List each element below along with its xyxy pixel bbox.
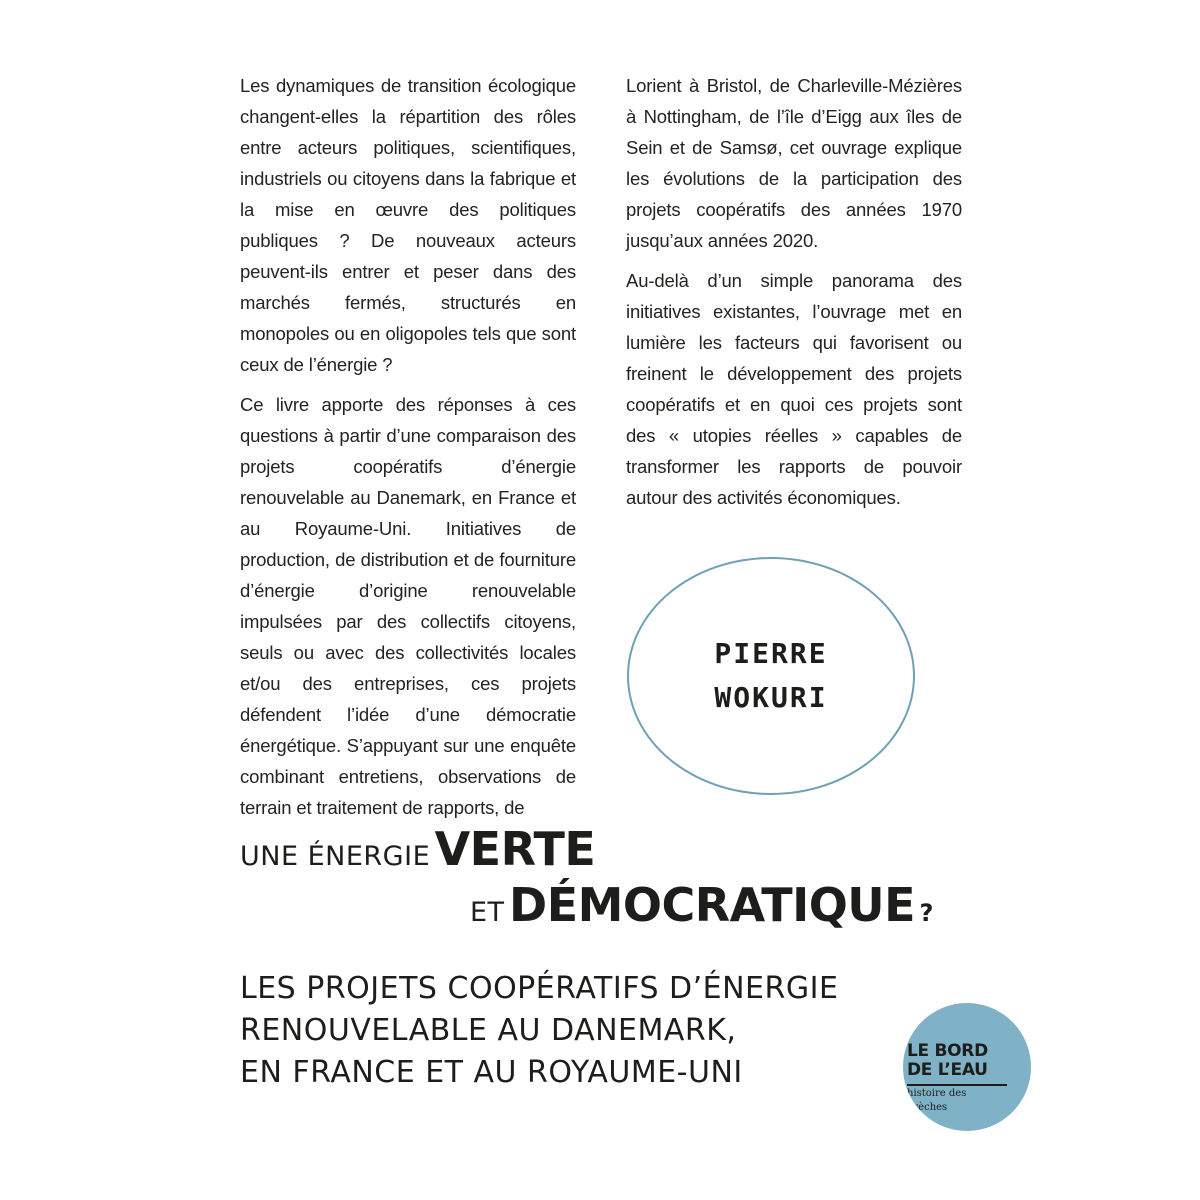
author-last-name: WOKURI — [714, 681, 828, 714]
book-title-line-2 — [470, 878, 934, 932]
publisher-name-line: DE L’EAU — [907, 1060, 988, 1080]
title-small-text: UNE ÉNERGIE — [240, 841, 431, 872]
subtitle-line: RENOUVELABLE AU DANEMARK, — [240, 1013, 737, 1048]
summary-right-column — [626, 70, 962, 522]
subtitle-line: EN FRANCE ET AU ROYAUME-UNI — [240, 1055, 743, 1090]
publisher-collection: histoire des brèches — [907, 1088, 967, 1113]
title-big-text: DÉMOCRATIQUE — [509, 878, 916, 932]
summary-paragraph: Les dynamiques de transition écologique changent-elles la répartition des rôles entre acteurs politiques, scientifiques, industriels ou citoyens dans la fabrique et la mise en œuvre des politiques publiques ? De nouveaux acteurs peuvent-ils entrer et peser dans des marchés fermés, structurés en monopoles ou en oligopoles tels que sont ceux de l’énergie ? — [240, 75, 576, 375]
publisher-name-line: LE BORD — [907, 1041, 988, 1061]
subtitle-line: LES PROJETS COOPÉRATIFS D’ÉNERGIE — [240, 971, 839, 1006]
book-title-line-1 — [240, 822, 596, 876]
book-subtitle — [240, 968, 960, 1094]
summary-paragraph: Au-delà d’un simple panorama des initiatives existantes, l’ouvrage met en lumière les facteurs qui favorisent ou freinent le développement des projets coopératifs et en quoi ces projets sont des « utopies réelles » capables de transformer les rapports de pouvoir autour des activités économiques. — [626, 270, 962, 508]
title-question-mark: ? — [919, 899, 934, 927]
summary-left-column — [240, 70, 576, 832]
summary-paragraph: Ce livre apporte des réponses à ces questions à partir d’une comparaison des projets coopératifs d’énergie renouvelable au Danemark, en France et au Royaume-Uni. Initiatives de production, de distribution et de fourniture d’énergie d’origine renouvelable impulsées par des collectifs citoyens, seuls ou avec des collectivités locales et/ou des entreprises, ces projets défendent l’idée d’une démocratie énergétique. S’appuyant sur une enquête combinant entretiens, observations de terrain et traitement de rapports, de — [240, 394, 576, 818]
summary-paragraph: Lorient à Bristol, de Charleville-Mézières à Nottingham, de l’île d’Eigg aux îles de Sein et de Samsø, cet ouvrage explique les évolutions de la participation des projets coopératifs des années 1970 jusqu’aux années 2020. — [626, 75, 962, 251]
author-circle — [627, 557, 915, 795]
publisher-name — [907, 1042, 988, 1080]
publisher-divider — [907, 1084, 1007, 1086]
author-first-name: PIERRE — [714, 637, 828, 670]
publisher-logo — [903, 1003, 1031, 1131]
title-big-text: VERTE — [434, 822, 596, 876]
title-small-text: ET — [470, 897, 505, 928]
